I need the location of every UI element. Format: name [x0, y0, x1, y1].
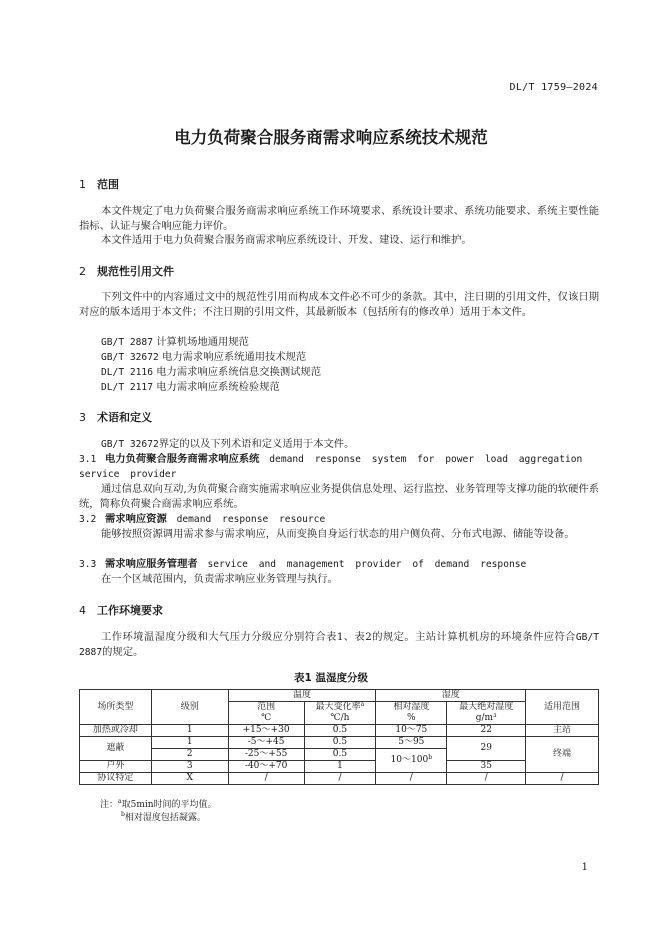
cell-level: X	[151, 773, 228, 785]
page-number: 1	[581, 862, 588, 873]
header-temperature: 温度	[228, 690, 376, 702]
cell-scope: 终端	[526, 737, 599, 773]
normative-intro: 下列文件中的内容通过文中的规范性引用而构成本文件必不可少的条款。其中，注日期的引用文件，仅该日期对应的版本适用于本文件；不注日期的引用文件，其最新版本（包括所有的修改单）适用于本文件。	[79, 291, 599, 318]
table-row	[80, 737, 599, 749]
term-3-3	[79, 557, 599, 572]
header-range: 范围	[228, 702, 304, 714]
reference-title: 电力需求响应系统通用技术规范	[162, 351, 307, 363]
section-number: 4	[79, 604, 86, 617]
term-3-2-definition: 能够按照资源调用需求参与需求响应，从而变换自身运行状态的用户侧负荷、分布式电源、储能等设备。	[101, 528, 575, 540]
header-range-unit: ℃	[228, 713, 304, 725]
cell-range: /	[228, 773, 304, 785]
reference-code: GB/T 32672	[101, 352, 159, 363]
section-heading-scope	[79, 176, 119, 192]
cell-absolute-humidity: 29	[447, 737, 526, 761]
header-level: 级别	[151, 690, 228, 725]
cell-absolute-humidity: /	[447, 773, 526, 785]
document-code: DL/T 1759—2024	[509, 82, 598, 93]
cell-level: 1	[151, 737, 228, 749]
temperature-humidity-table	[79, 689, 599, 785]
note-b: $^b$相对湿度包括凝露。	[121, 811, 206, 823]
header-relative-humidity-unit: %	[376, 713, 447, 725]
term-english: service and management provider of demand response	[207, 559, 527, 570]
cell-rate: 0.5	[304, 749, 376, 761]
term-3-3-definition: 在一个区域范围内，负责需求响应业务管理与执行。	[101, 573, 338, 585]
cell-site: 加热或冷却	[80, 725, 152, 737]
cell-range: -40～+70	[228, 761, 304, 773]
section-heading-terms	[79, 409, 152, 425]
section-title: 范围	[97, 178, 119, 191]
reference-title: 电力需求响应系统信息交换测试规范	[156, 366, 322, 378]
table-header-row	[80, 690, 599, 702]
term-english: demand response resource	[176, 514, 326, 525]
reference-code: GB/T 2887	[101, 337, 153, 348]
scope-paragraph-1: 本文件规定了电力负荷聚合服务商需求响应系统工作环境要求、系统设计要求、系统功能要求、系统主要性能指标、认证与聚合响应能力评价。	[79, 205, 599, 232]
cell-range: +15～+30	[228, 725, 304, 737]
cell-rate: /	[304, 773, 376, 785]
cell-relative-humidity: 10～75	[376, 725, 447, 737]
cell-range: -25～+55	[228, 749, 304, 761]
reference-code: DL/T 2116	[101, 367, 153, 378]
term-chinese: 需求响应服务管理者	[105, 558, 198, 570]
cell-site: 户外	[80, 761, 152, 773]
table-notes	[100, 799, 217, 825]
section-number: 3	[79, 411, 86, 424]
header-site-type: 场所类型	[80, 690, 152, 725]
term-number: 3.3	[79, 559, 97, 570]
header-relative-humidity: 相对湿度	[376, 702, 447, 714]
terms-intro-text: 界定的以及下列术语和定义适用于本文件。	[158, 438, 355, 450]
reference-item	[101, 335, 249, 350]
header-humidity: 湿度	[376, 690, 526, 702]
header-absolute-humidity-unit: g/m³	[447, 713, 526, 725]
cell-range: -5～+45	[228, 737, 304, 749]
section-heading-environment	[79, 602, 163, 618]
section-title: 工作环境要求	[97, 604, 163, 617]
note-a: 注：$^a$取5min时间的平均值。	[100, 798, 217, 810]
scope-paragraph-2: 本文件适用于电力负荷聚合服务商需求响应系统设计、开发、建设、运行和维护。	[101, 234, 472, 246]
table-1-caption: 表1 温湿度分级	[294, 672, 368, 684]
reference-code: DL/T 2117	[101, 382, 153, 393]
cell-rate: 0.5	[304, 737, 376, 749]
table-row	[80, 761, 599, 773]
term-number: 3.2	[79, 514, 97, 525]
document-title: 电力负荷聚合服务商需求响应系统技术规范	[174, 128, 488, 147]
section-number: 2	[79, 265, 86, 278]
section-title: 术语和定义	[97, 411, 152, 424]
header-absolute-humidity: 最大绝对湿度	[447, 702, 526, 714]
header-scope: 适用范围	[526, 690, 599, 725]
reference-item	[101, 380, 280, 395]
section-title: 规范性引用文件	[97, 265, 174, 278]
cell-level: 2	[151, 749, 228, 761]
cell-relative-humidity: 5～95	[376, 737, 447, 749]
environment-intro: 工作环境温湿度分级和大气压力分级应分别符合表1、表2的规定。主站计算机机房的环境条件应符合GB/T 2887的规定。	[79, 631, 599, 658]
term-chinese: 需求响应资源	[105, 513, 167, 525]
terms-intro	[101, 437, 354, 452]
reference-title: 电力需求响应系统检验规范	[156, 381, 280, 393]
cell-site: 协议特定	[80, 773, 152, 785]
cell-relative-humidity: 10～100$^b$	[376, 749, 447, 773]
header-max-rate-unit: ℃/h	[304, 713, 376, 725]
term-3-2	[79, 512, 599, 527]
cell-absolute-humidity: 35	[447, 761, 526, 773]
cell-rate: 0.5	[304, 725, 376, 737]
cell-level: 3	[151, 761, 228, 773]
cell-rate: 1	[304, 761, 376, 773]
term-number: 3.1	[79, 454, 97, 465]
term-3-1	[79, 452, 599, 482]
section-heading-normative	[79, 263, 174, 279]
header-max-rate: 最大变化率$^a$	[304, 702, 376, 714]
reference-item	[101, 350, 306, 365]
cell-scope: 主站	[526, 725, 599, 737]
cell-scope: /	[526, 773, 599, 785]
term-3-1-definition: 通过信息双向互动,为负荷聚合商实施需求响应业务提供信息处理、运行监控、业务管理等支撑功能的软硬件系统，简称负荷聚合商需求响应系统。	[79, 483, 599, 510]
reference-item	[101, 365, 321, 380]
table-row	[80, 725, 599, 737]
cell-relative-humidity: /	[376, 773, 447, 785]
term-english: demand response system for power load aggregation service provider	[79, 454, 583, 480]
reference-title: 计算机场地通用规范	[156, 336, 249, 348]
table-row	[80, 773, 599, 785]
cell-level: 1	[151, 725, 228, 737]
cell-absolute-humidity: 22	[447, 725, 526, 737]
cell-site: 遮蔽	[80, 737, 152, 761]
terms-intro-code: GB/T 32672	[101, 439, 159, 450]
term-chinese: 电力负荷聚合服务商需求响应系统	[105, 453, 260, 465]
section-number: 1	[79, 178, 86, 191]
